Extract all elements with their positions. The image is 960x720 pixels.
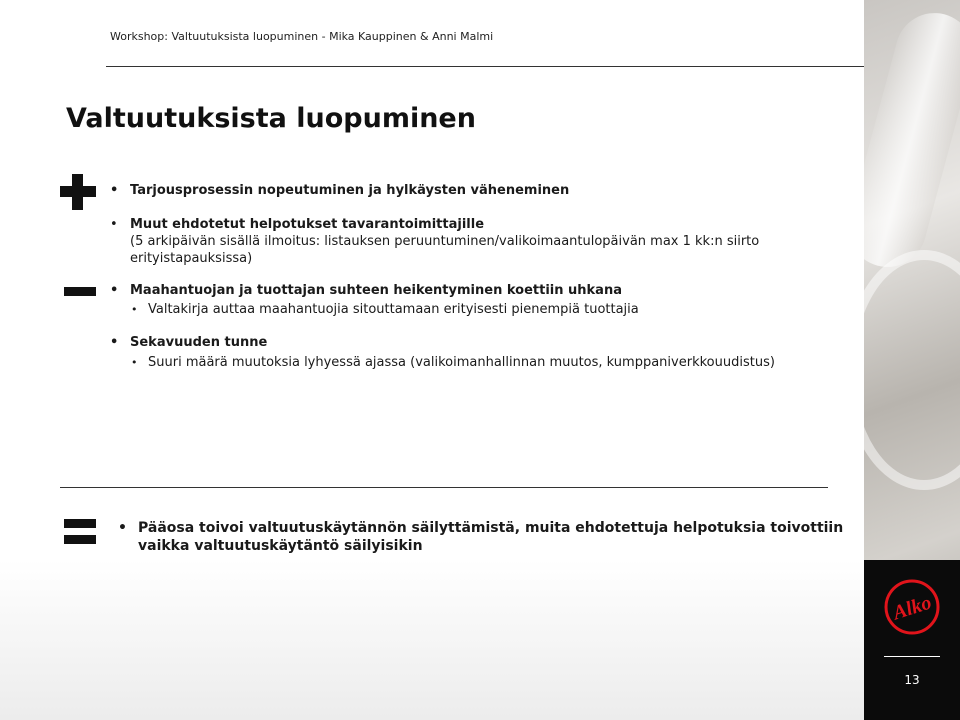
page-number: 13	[904, 673, 920, 687]
bullet-icon: •	[110, 183, 119, 198]
header-divider	[106, 66, 864, 67]
minus-icon	[64, 287, 96, 296]
bullet-icon: •	[110, 335, 119, 350]
bullet-icon: •	[118, 520, 127, 536]
bullet-icon: •	[131, 303, 138, 316]
bullet-icon: •	[110, 283, 119, 298]
list-item-text: Muut ehdotetut helpotukset tavarantoimittajille	[130, 217, 485, 232]
list-item-detail: erityistapauksissa)	[130, 251, 253, 266]
list-item-text: Tarjousprosessin nopeutuminen ja hylkäysten väheneminen	[130, 183, 570, 198]
list-item	[110, 182, 570, 199]
equals-icon	[64, 519, 96, 545]
sub-list-item	[131, 301, 639, 318]
svg-text:Alko: Alko	[890, 591, 935, 625]
conclusion-item	[118, 519, 844, 555]
list-item-detail: (5 arkipäivän sisällä ilmoitus: listauksen peruuntuminen/valikoimaantulopäivän max 1 kk:n siirto	[130, 234, 760, 249]
header-text: Workshop: Valtuutuksista luopuminen - Mika Kauppinen & Anni Malmi	[110, 30, 494, 43]
list-item	[110, 216, 760, 267]
list-item	[110, 334, 268, 351]
list-item	[110, 282, 622, 299]
conclusion-text: vaikka valtuutuskäytäntö säilyisikin	[138, 538, 423, 554]
sub-list-item-text: Valtakirja auttaa maahantuojia sitouttamaan erityisesti pienempiä tuottajia	[148, 302, 639, 317]
slide-title: Valtuutuksista luopuminen	[66, 103, 476, 134]
conclusion-text: Pääosa toivoi valtuutuskäytännön säilyttämistä, muita ehdotettuja helpotuksia toivottiin	[138, 520, 844, 536]
alko-logo	[883, 578, 941, 636]
bullet-icon: •	[131, 356, 138, 369]
section-divider	[60, 487, 828, 488]
bullet-icon: •	[110, 217, 118, 232]
list-item-text: Maahantuojan ja tuottajan suhteen heikentyminen koettiin uhkana	[130, 283, 622, 298]
list-item-text: Sekavuuden tunne	[130, 335, 268, 350]
plus-icon	[60, 174, 96, 210]
logo-divider	[884, 656, 940, 657]
bottom-gradient	[0, 560, 864, 720]
sub-list-item	[131, 354, 775, 371]
sub-list-item-text: Suuri määrä muutoksia lyhyessä ajassa (valikoimanhallinnan muutos, kumppaniverkkouudistus)	[148, 355, 775, 370]
